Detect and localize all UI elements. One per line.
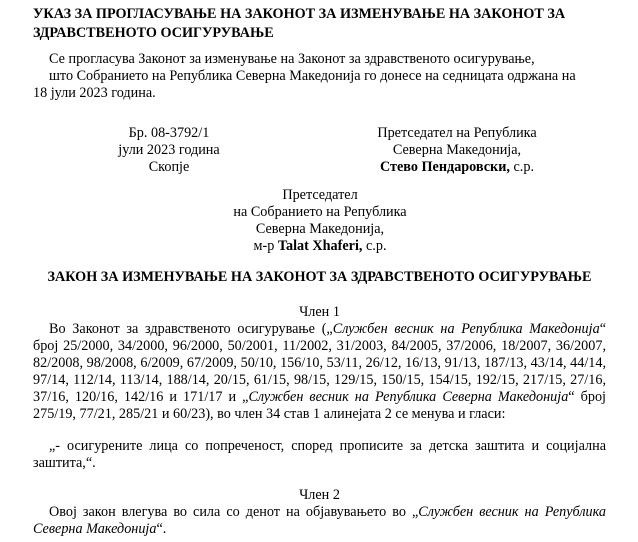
decree-date: јули 2023 година — [118, 142, 220, 158]
law-title: ЗАКОН ЗА ИЗМЕНУВАЊЕ НА ЗАКОНОТ ЗА ЗДРАВСТВЕНОТО ОСИГУРУВАЊЕ — [47, 269, 592, 285]
president-suffix: с.р. — [509, 159, 534, 175]
decree-number: Бр. 08-3792/1 — [128, 125, 210, 141]
decree-place: Скопје — [148, 159, 190, 175]
assembly-president-name-line — [200, 238, 440, 255]
assembly-president-suffix: с.р. — [362, 238, 387, 254]
decree-title-line-2: ЗДРАВСТВЕНОТО ОСИГУРУВАЊЕ — [33, 25, 274, 41]
article-2-heading: Член 2 — [299, 487, 340, 503]
decree-title — [33, 5, 613, 43]
president-signature-block — [352, 125, 562, 176]
decree-intro-line-2: што Собранието на Република Северна Македонија го донесе на седницата одржана на — [49, 68, 576, 84]
article-2-text-end: “. — [156, 521, 167, 537]
assembly-president-prefix: м-р — [253, 238, 278, 254]
article-2-gazette: Службен весник на Република Северна Македонија — [33, 504, 606, 537]
article-1-text-mid: “ број 25/2000, 34/2000, 96/2000, 50/2001, 11/2002, 31/2003, 84/2005, 37/2006, 18/2007, 36/2007, 82/2008, 98/2008, 6/2009, 67/2009, 50/10, 156/10, 53/11, 26/12, 16/13, 91/13, 187/13, 43/14, 44/14, 97/14, 112/14, 113/14, 188/14, 20/15, 61/15, 98/15, 129/15, 150/15, 154/15, 192/15, 217/15, 27/16, 37/16, 120/16, 142/16 и 171/17 и „ — [33, 321, 606, 405]
article-1-gazette-1: Службен весник на Република Македонија — [332, 321, 600, 337]
assembly-president-role: Претседател — [282, 187, 358, 203]
article-1-gazette-2: Службен весник на Република Северна Македонија — [248, 389, 569, 405]
decree-intro-line-1: Се прогласува Законот за изменување на Законот за здравственото осигурување, — [49, 51, 535, 67]
article-2-body — [33, 504, 606, 538]
article-2-text-start: Овој закон влегува во сила со денот на објавувањето во „ — [49, 504, 419, 520]
assembly-country: Северна Македонија, — [255, 221, 385, 237]
article-1-body — [33, 321, 606, 423]
decree-title-line-1: УКАЗ ЗА ПРОГЛАСУВАЊЕ НА ЗАКОНОТ ЗА ИЗМЕНУВАЊЕ НА ЗАКОНОТ ЗА — [33, 6, 566, 22]
article-1-quote: „- осигурените лица со попреченост, според прописите за детска заштита и социјална заштита,“. — [33, 438, 606, 471]
president-name: Стево Пендаровски, — [379, 159, 510, 175]
decree-intro-line-3: 18 јули 2023 година. — [33, 85, 156, 101]
decree-intro — [33, 51, 606, 102]
president-country: Северна Македонија, — [392, 142, 522, 158]
decree-reference-block — [104, 125, 234, 176]
article-1-heading: Член 1 — [299, 304, 340, 320]
assembly-president-name: Talat Xhaferi, — [277, 238, 363, 254]
assembly-body: на Собранието на Република — [233, 204, 407, 220]
article-1-text-end: “ број 275/19, 77/21, 285/21 и 60/23), во член 34 став 1 алинејата 2 се менува и гласи: — [33, 389, 606, 422]
assembly-president-signature-block — [200, 187, 440, 255]
article-1-text-start: Во Законот за здравственото осигурување („ — [49, 321, 333, 337]
president-name-line — [352, 159, 562, 176]
president-role: Претседател на Република — [377, 125, 537, 141]
